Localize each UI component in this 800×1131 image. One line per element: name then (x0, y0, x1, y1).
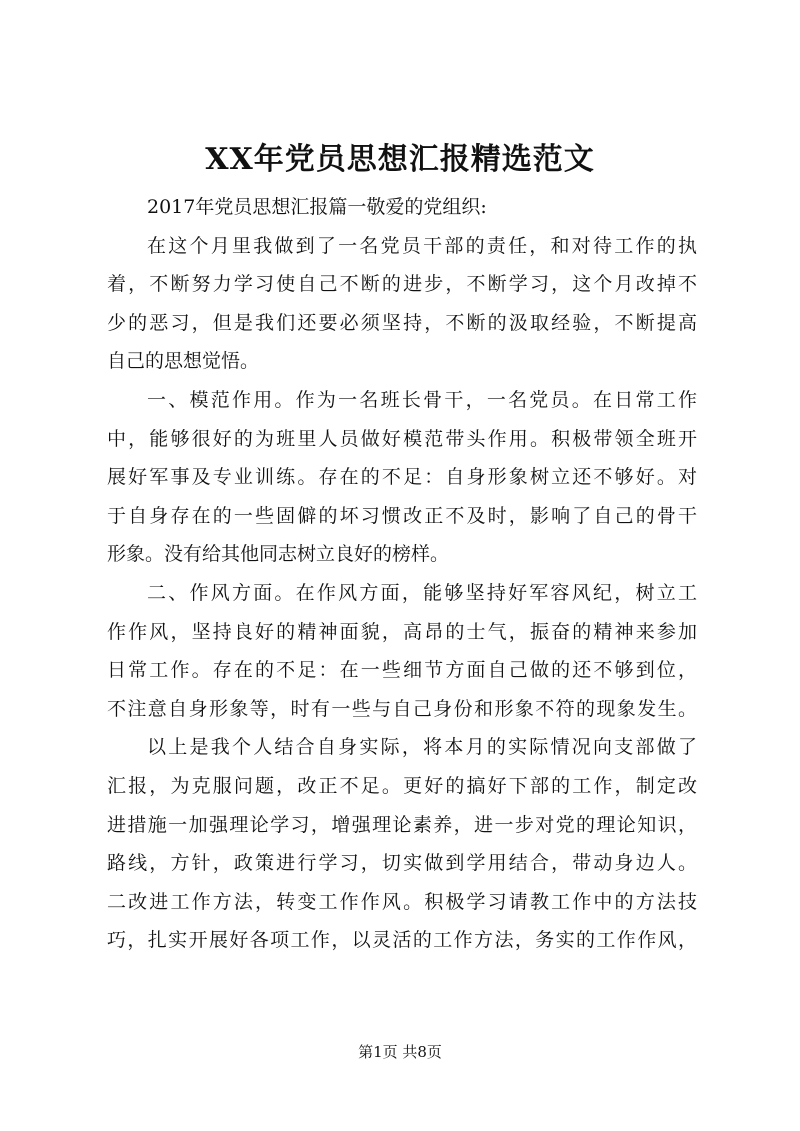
body-line-18: 路线，方针，政策进行学习，切实做到学用结合，带动身边人。 (107, 852, 697, 875)
body-line-15: 以上是我个人结合自身实际，将本月的实际情况向支部做了 (147, 736, 697, 759)
page-footer: 第1页 共8页 (358, 1043, 442, 1061)
body-line-1: 2017年党员思想汇报篇一敬爱的党组织: (147, 196, 487, 218)
body-line-19: 二改进工作方法，转变工作作风。积极学习请教工作中的方法技 (107, 890, 697, 913)
body-line-4: 少的恶习，但是我们还要必须坚持，不断的汲取经验，不断提高 (107, 311, 697, 334)
body-line-2: 在这个月里我做到了一名党员干部的责任，和对待工作的执 (147, 234, 697, 257)
body-line-9: 于自身存在的一些固僻的坏习惯改正不及时，影响了自己的骨干 (107, 504, 697, 527)
body-line-3: 着，不断努力学习使自己不断的进步，不断学习，这个月改掉不 (107, 273, 697, 296)
document-body (107, 188, 697, 960)
body-line-10: 形象。没有给其他同志树立良好的榜样。 (107, 543, 450, 566)
body-line-16: 汇报，为克服问题，改正不足。更好的搞好下部的工作，制定改 (107, 774, 697, 797)
document-title: XX年党员思想汇报精选范文 (205, 142, 595, 177)
body-line-6: 一、模范作用。作为一名班长骨干，一名党员。在日常工作 (147, 388, 697, 411)
body-line-5: 自己的思想觉悟。 (107, 350, 260, 373)
body-line-11: 二、作风方面。在作风方面，能够坚持好军容风纪，树立工 (147, 581, 697, 604)
body-line-14: 不注意自身形象等，时有一些与自己身份和形象不符的现象发生。 (107, 697, 697, 720)
body-line-13: 日常工作。存在的不足：在一些细节方面自己做的还不够到位， (107, 659, 697, 682)
body-line-12: 作作风，坚持良好的精神面貌，高昂的士气，振奋的精神来参加 (107, 620, 697, 643)
body-line-8: 展好军事及专业训练。存在的不足：自身形象树立还不够好。对 (107, 466, 697, 489)
body-line-7: 中，能够很好的为班里人员做好模范带头作用。积极带领全班开 (107, 427, 697, 450)
body-line-17: 进措施一加强理论学习，增强理论素养，进一步对党的理论知识， (107, 813, 697, 836)
body-line-20: 巧，扎实开展好各项工作，以灵活的工作方法，务实的工作作风， (107, 929, 697, 952)
